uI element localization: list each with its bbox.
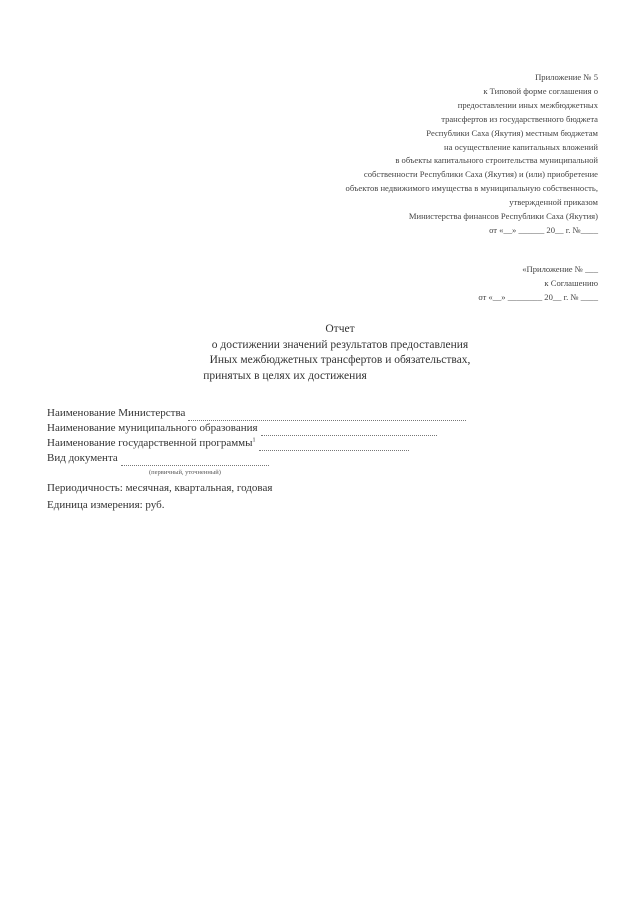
doc-type-hint: (первичный, уточненный) [149,469,221,476]
appendix-line: Министерства финансов Республики Саха (Якутия) [408,211,598,222]
appendix-line: трансфертов из государственного бюджета [441,113,598,124]
title-line: о достижении значений результатов предоставления [211,338,469,351]
doc-type-blank[interactable] [121,455,269,466]
ministry-blank[interactable] [188,410,466,421]
report-title [150,322,530,384]
appendix-line: собственности Республики Саха (Якутия) и (или) приобретение [363,169,598,180]
doc-type-label: Вид документа [47,452,118,464]
doc-type-field [47,451,567,466]
agreement-line: к Соглашению [544,278,598,288]
appendix-line: к Типовой форме соглашения о [483,85,598,96]
municipality-blank[interactable] [261,425,437,436]
municipality-label: Наименование муниципального образования [47,422,258,434]
appendix-line: в объекты капитального строительства муниципальной [395,155,598,166]
appendix-line: утвержденной приказом [509,197,598,208]
program-field [47,436,567,451]
agreement-header [358,262,598,304]
appendix-line: Республики Саха (Якутия) местным бюджетам [426,127,598,138]
unit-text: Единица измерения: руб. [47,499,165,511]
program-footnote: 1 [252,437,256,444]
appendix-line: на осуществление капитальных вложений [444,141,598,152]
title-line: Отчет [325,323,355,335]
agreement-line: от «__» ________ 20__ г. № ____ [478,292,598,302]
ministry-field [47,406,567,421]
municipality-field [47,421,567,436]
program-blank[interactable] [259,440,409,451]
title-line: принятых в целях их достижения [203,369,367,382]
appendix-line: Приложение № 5 [535,72,598,82]
agreement-line: «Приложение № ___ [522,264,598,274]
appendix-header [238,71,598,238]
program-label: Наименование государственной программы [47,437,253,449]
ministry-label: Наименование Министерства [47,407,186,419]
title-line: Иных межбюджетных трансфертов и обязательствах, [209,354,471,366]
report-fields [47,406,567,514]
periodicity-text: Периодичность: месячная, квартальная, годовая [47,482,273,494]
appendix-line: объектов недвижимого имущества в муниципальную собственность, [345,183,598,194]
appendix-line: от «__» ______ 20__ г. №____ [489,224,598,235]
appendix-line: предоставлении иных межбюджетных [457,99,598,110]
